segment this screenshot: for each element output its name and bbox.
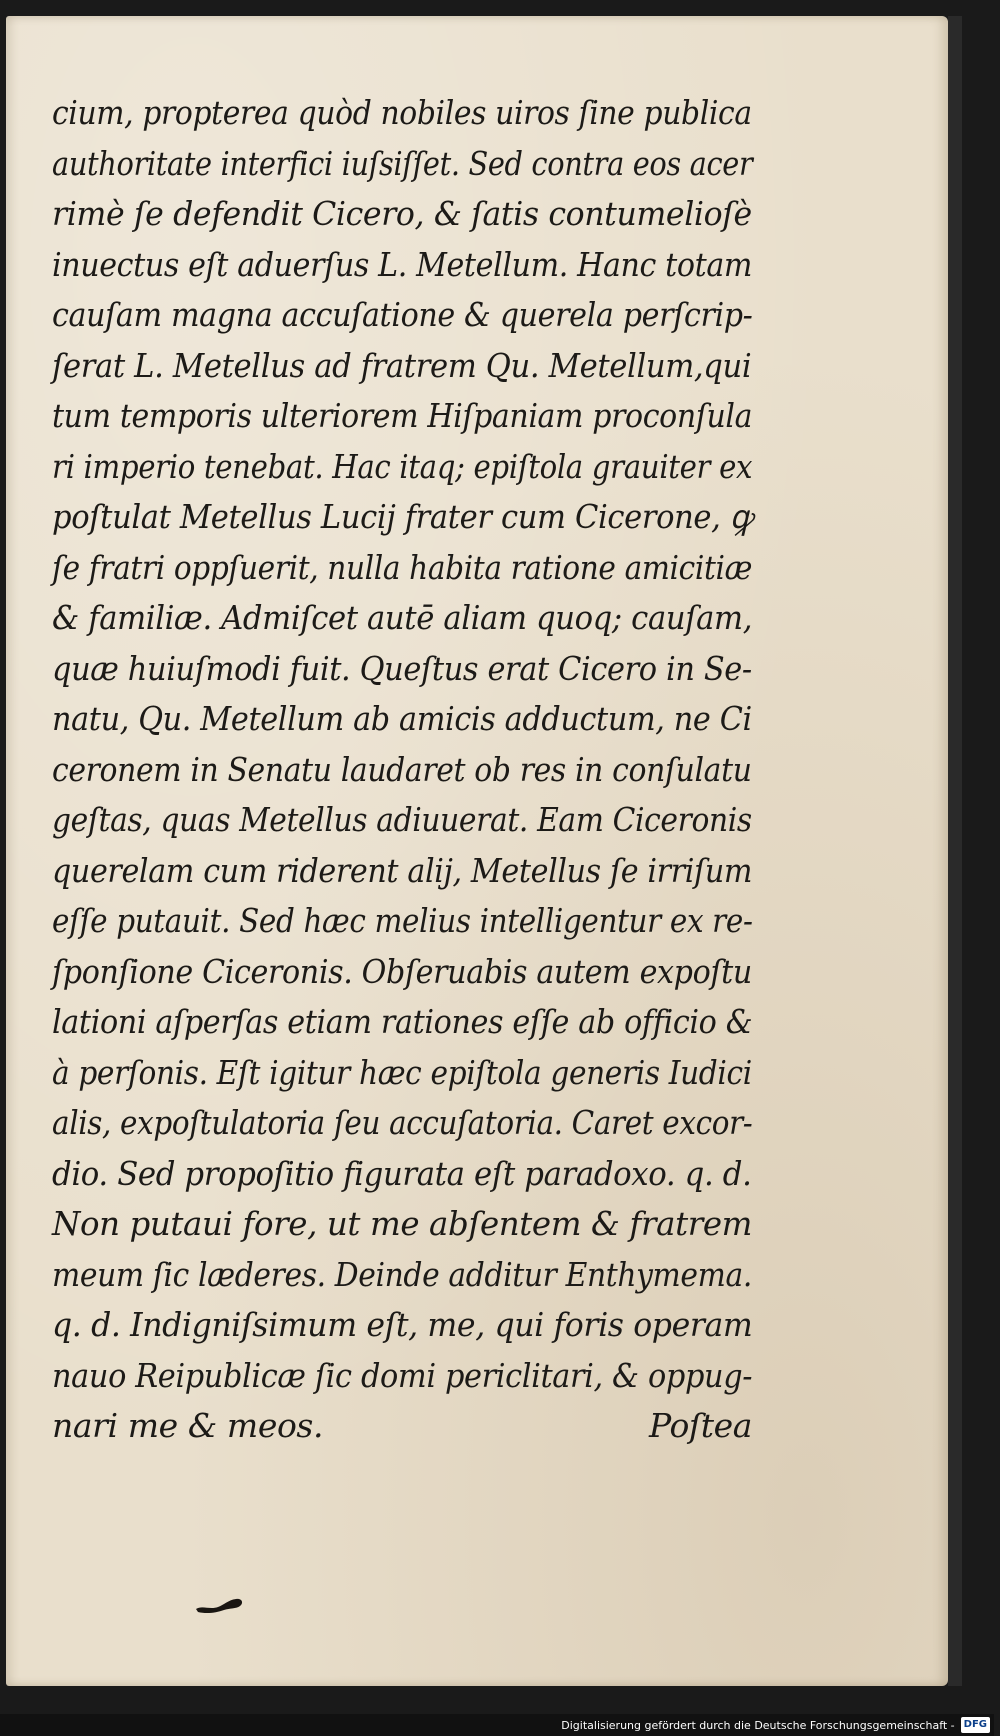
digitization-footer <box>0 1714 994 1736</box>
text-line: geſtas, quas Metellus adiuuerat. Eam Ciceronis <box>52 800 752 839</box>
text-line: meum ſic læderes. Deinde additur Enthymema. <box>52 1254 752 1294</box>
text-line: alis, expoſtulatoria ſeu accuſatoria. Caret excor- <box>52 1103 753 1142</box>
text-line: ſponſione Ciceronis. Obſeruabis autem expoſtu <box>52 951 752 991</box>
text-line: querelam cum riderent alij, Metellus ſe irriſum <box>52 850 753 890</box>
text-line: quæ huiuſmodi fuit. Queſtus erat Cicero in Se- <box>52 648 752 688</box>
text-line: tum temporis ulteriorem Hiſpaniam proconſula <box>52 396 753 435</box>
text-line: inuectus eſt aduerſus L. Metellum. Hanc totam <box>52 244 753 284</box>
text-line: ceronem in Senatu laudaret ob res in conſulatu <box>52 749 752 789</box>
text-line: nauo Reipublicæ ſic domi periclitari, & oppug- <box>52 1355 753 1395</box>
text-line: Non putaui fore, ut me abſentem & fratrem <box>52 1204 753 1243</box>
text-line: cauſam magna accuſatione & querela perſcrip- <box>52 295 753 334</box>
text-line: dio. Sed propoſitio figurata eſt paradoxo. q. d. <box>52 1153 752 1193</box>
text-line: q. d. Indigniſsimum eſt, me, qui foris operam <box>52 1305 753 1344</box>
text-line: ri imperio tenebat. Hac itaq; epiſtola grauiter ex <box>52 446 753 486</box>
text-line: ſe fratri oppſuerit, nulla habita ratione amicitiæ <box>52 547 753 587</box>
text-line: cium, propterea quòd nobiles uiros ſine publica <box>52 93 752 132</box>
page-edge-shadow <box>948 16 962 1686</box>
text-line: natu, Qu. Metellum ab amicis adductum, ne Ci <box>52 699 752 738</box>
ink-blot-mark <box>194 1596 246 1616</box>
text-line: à perſonis. Eſt igitur hæc epiſtola generis Iudici <box>52 1052 752 1092</box>
text-line: lationi aſperſas etiam rationes eſſe ab officio & <box>52 1002 753 1041</box>
page-text <box>52 88 752 1452</box>
text-line: ſerat L. Metellus ad fratrem Qu. Metellum,qui <box>52 345 752 385</box>
text-line: authoritate interfici iuſsiſſet. Sed contra eos acer <box>52 143 753 183</box>
text-line: eſſe putauit. Sed hæc melius intelligentur ex re- <box>52 901 753 940</box>
text-line: & familiæ. Admiſcet autē aliam quoq; cauſam, <box>52 598 753 637</box>
dfg-logo: DFG <box>961 1717 990 1733</box>
footer-credit-text: Digitalisierung gefördert durch die Deutsche Forschungsgemeinschaft - <box>561 1718 955 1732</box>
text-line: rimè ſe defendit Cicero, & ſatis contumelioſè <box>52 194 752 233</box>
text-line-last <box>52 1401 752 1452</box>
text-line: poſtulat Metellus Lucij frater cum Cicerone, ꝙ <box>52 497 753 536</box>
book-page <box>6 16 948 1686</box>
text-line-final-words: nari me & meos. <box>52 1406 324 1445</box>
catchword: Poſtea <box>648 1406 752 1445</box>
